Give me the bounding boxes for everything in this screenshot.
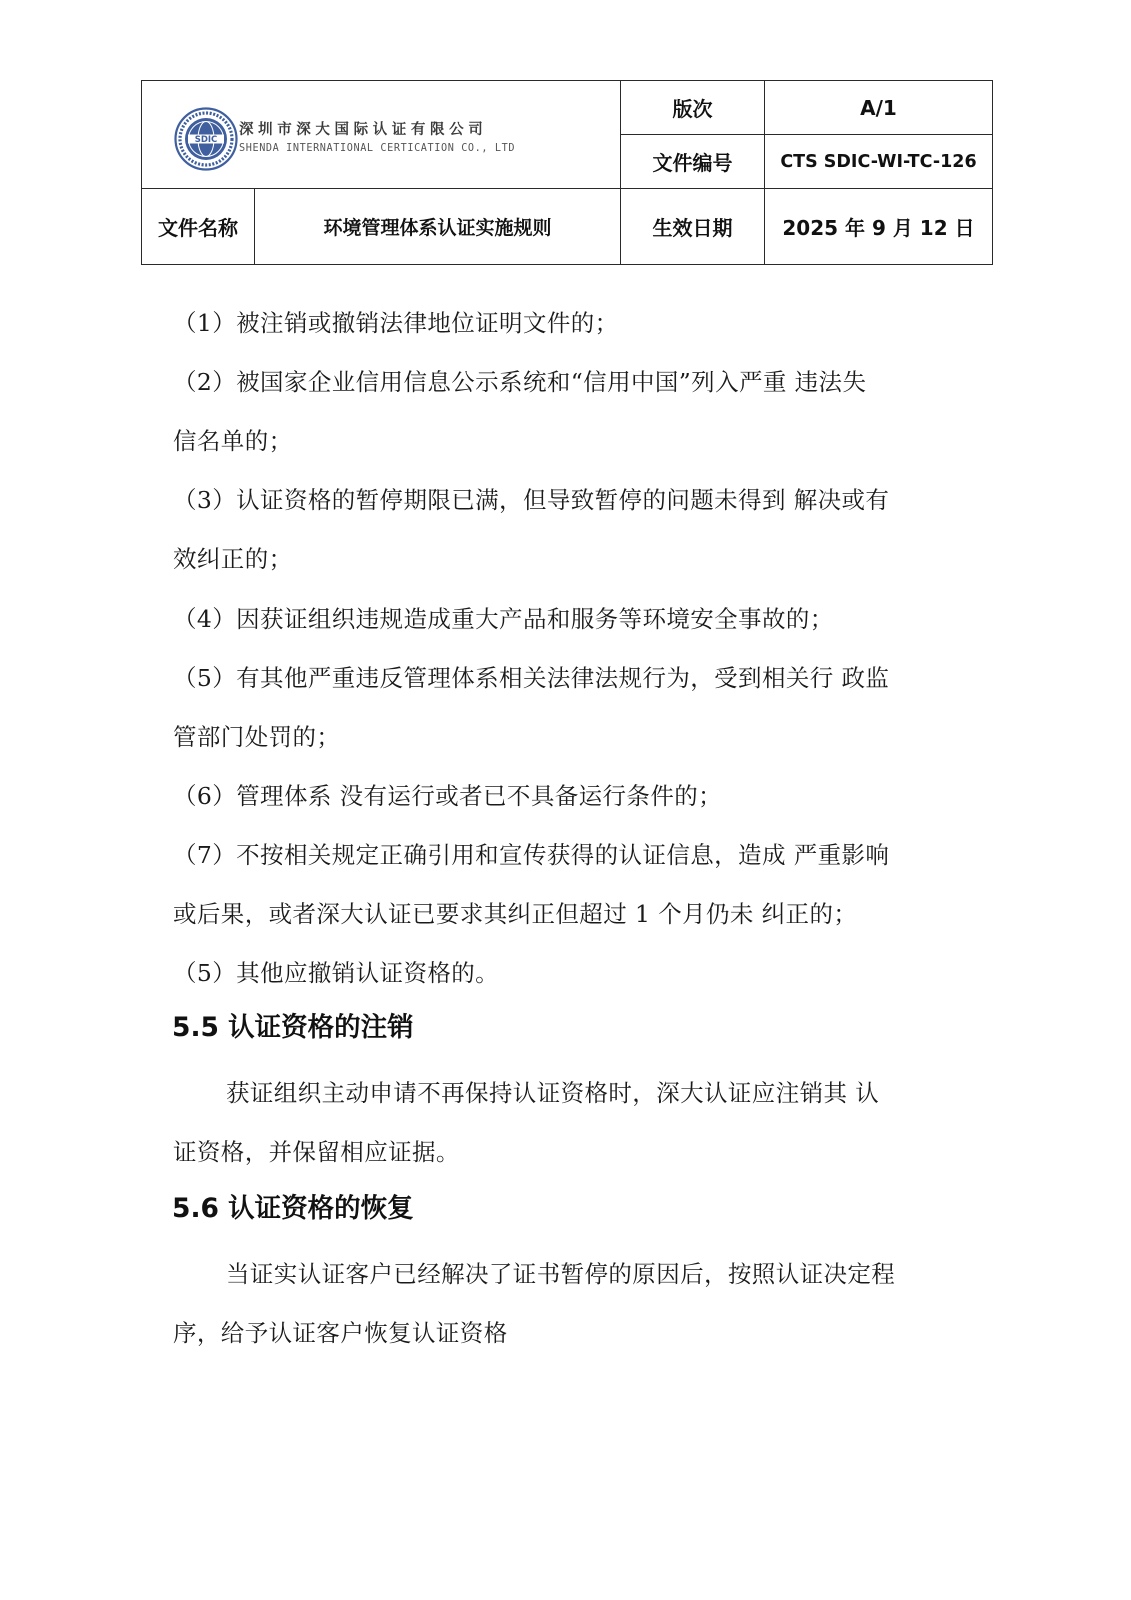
section-heading-5-6: 5.6 认证资格的恢复 [172,1193,414,1224]
revocation-item-6: （6）管理体系 没有运行或者已不具备运行条件的； [173,782,723,810]
svg-text:SDIC: SDIC [194,135,218,145]
revocation-item-1: （1）被注销或撤销法律地位证明文件的； [173,309,619,337]
revocation-item-2: （2）被国家企业信用信息公示系统和“信用中国”列入严重 违法失 [173,368,867,396]
section-heading-5-5: 5.5 认证资格的注销 [172,1012,414,1043]
version-label: 版次 [672,97,713,121]
revocation-item-2-cont: 信名单的； [173,427,293,455]
section-5-6-text: 当证实认证客户已经解决了证书暂停的原因后，按照认证决定程 [226,1260,896,1288]
docno-value: CTS SDIC-WI-TC-126 [780,151,977,172]
revocation-item-5: （5）有其他严重违反管理体系相关法律法规行为，受到相关行 政监 [173,664,890,692]
docname-label: 文件名称 [158,216,238,240]
date-value: 2025 年 9 月 12 日 [782,216,975,240]
revocation-item-7: （7）不按相关规定正确引用和宣传获得的认证信息，造成 严重影响 [173,841,890,869]
revocation-item-4: （4）因获证组织违规造成重大产品和服务等环境安全事故的； [173,605,834,633]
company-name-en: SHENDA INTERNATIONAL CERTICATION CO., LTD [239,143,516,154]
revocation-item-other: （5）其他应撤销认证资格的。 [173,959,500,987]
document-header-table [141,80,993,265]
docno-label: 文件编号 [652,151,733,175]
section-5-5-text-cont: 证资格，并保留相应证据。 [173,1138,460,1166]
revocation-item-3-cont: 效纠正的； [173,545,293,573]
docname-value: 环境管理体系认证实施规则 [323,217,552,239]
company-logo-block [142,81,620,189]
revocation-item-7-cont: 或后果，或者深大认证已要求其纠正但超过 1 个月仍未 纠正的； [173,900,858,928]
company-name-cn: 深圳市深大国际认证有限公司 [239,122,488,138]
version-value: A/1 [860,95,897,120]
revocation-item-5-cont: 管部门处罚的； [173,723,341,751]
company-seal-icon [174,107,238,171]
revocation-item-3: （3）认证资格的暂停期限已满，但导致暂停的问题未得到 解决或有 [173,486,890,514]
date-label: 生效日期 [652,216,733,240]
section-5-5-text: 获证组织主动申请不再保持认证资格时，深大认证应注销其 认 [226,1079,880,1107]
section-5-6-text-cont: 序，给予认证客户恢复认证资格 [173,1319,508,1347]
